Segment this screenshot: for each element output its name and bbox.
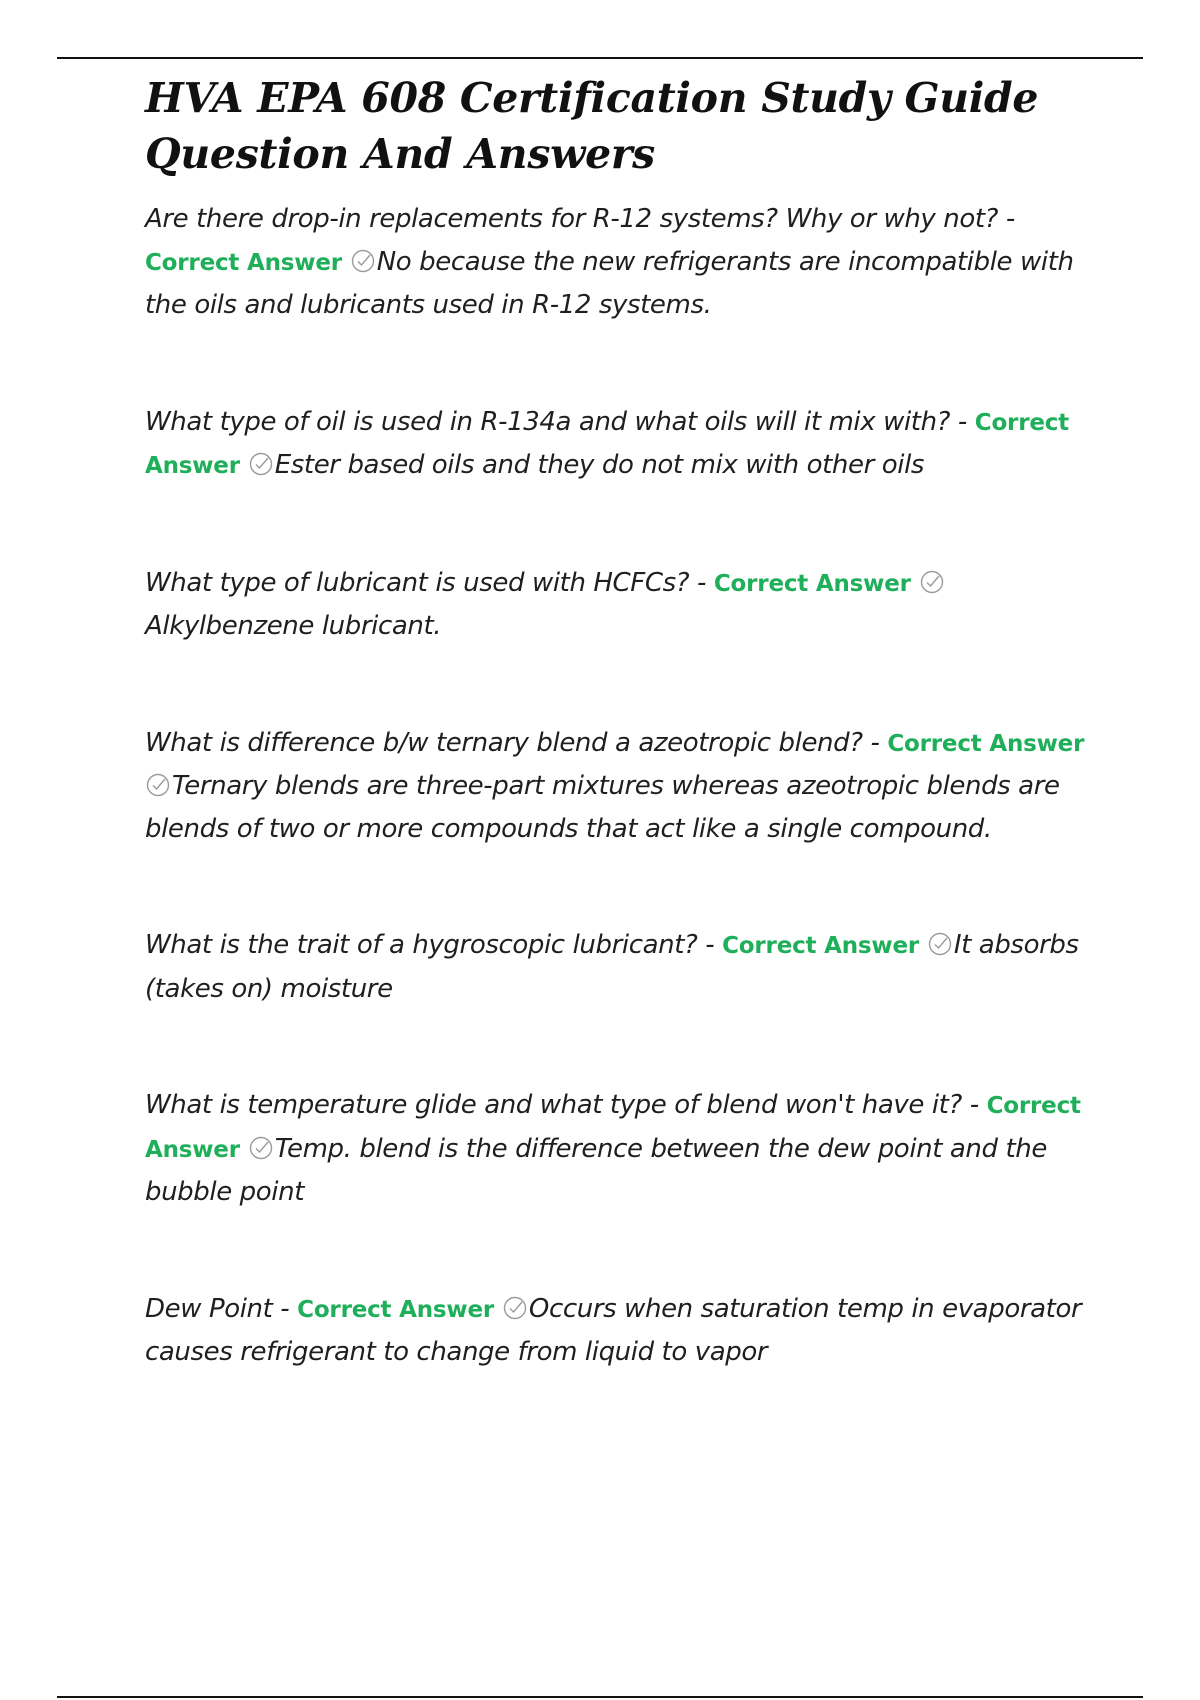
- question-text: What type of oil is used in R-134a and what oils will it mix with? -: [145, 406, 967, 437]
- check-badge-icon: [919, 569, 945, 595]
- correct-answer-label: Correct Answer: [145, 1093, 1081, 1163]
- document-body: [145, 70, 1085, 1448]
- question-text: What is the trait of a hygroscopic lubricant? -: [145, 930, 715, 960]
- check-badge-icon: [927, 931, 953, 957]
- page-title: HVA EPA 608 Certification Study Guide Question And Answers: [145, 74, 1039, 178]
- qa-item: [145, 924, 1085, 1010]
- correct-answer-label: Correct Answer: [887, 730, 1085, 757]
- qa-item: [145, 1084, 1085, 1214]
- qa-item: [145, 198, 1085, 327]
- question-text: What type of lubricant is used with HCFCs? -: [145, 567, 706, 598]
- answer-text: Occurs when saturation temp in evaporator causes refrigerant to change from liquid to vapor: [145, 1293, 1082, 1367]
- qa-item: [145, 562, 1085, 648]
- answer-text: Alkylbenzene lubricant.: [145, 611, 442, 641]
- top-rule: [57, 57, 1143, 59]
- answer-text: It absorbs (takes on) moisture: [145, 930, 1079, 1004]
- question-text: Dew Point -: [145, 1293, 290, 1324]
- answer-text: Ester based oils and they do not mix with other oils: [274, 450, 925, 480]
- qa-item: [145, 401, 1085, 488]
- answer-text: No because the new refrigerants are incompatible with the oils and lubricants used in R-12 systems.: [145, 246, 1074, 320]
- correct-answer-label: Correct Answer: [145, 249, 342, 276]
- correct-answer-label: Correct Answer: [713, 570, 911, 597]
- question-text: What is temperature glide and what type of blend won't have it? -: [145, 1090, 979, 1120]
- answer-text: Ternary blends are three-part mixtures whereas azeotropic blends are blends of two or more compounds that act like a single compound.: [145, 771, 1060, 844]
- question-text: Are there drop-in replacements for R-12 systems? Why or why not? -: [145, 204, 1015, 234]
- check-badge-icon: [350, 248, 376, 274]
- question-text: What is difference b/w ternary blend a azeotropic blend? -: [145, 727, 880, 758]
- check-badge-icon: [248, 1135, 274, 1161]
- qa-item: [145, 722, 1085, 851]
- answer-text: Temp. blend is the difference between the dew point and the bubble point: [145, 1133, 1047, 1207]
- check-badge-icon: [502, 1295, 528, 1321]
- correct-answer-label: Correct Answer: [722, 933, 919, 959]
- check-badge-icon: [248, 451, 274, 477]
- check-badge-icon: [145, 772, 171, 798]
- qa-item: [145, 1288, 1085, 1374]
- correct-answer-label: Correct Answer: [297, 1296, 495, 1323]
- correct-answer-label: Correct Answer: [145, 409, 1069, 479]
- bottom-rule: [57, 1696, 1143, 1698]
